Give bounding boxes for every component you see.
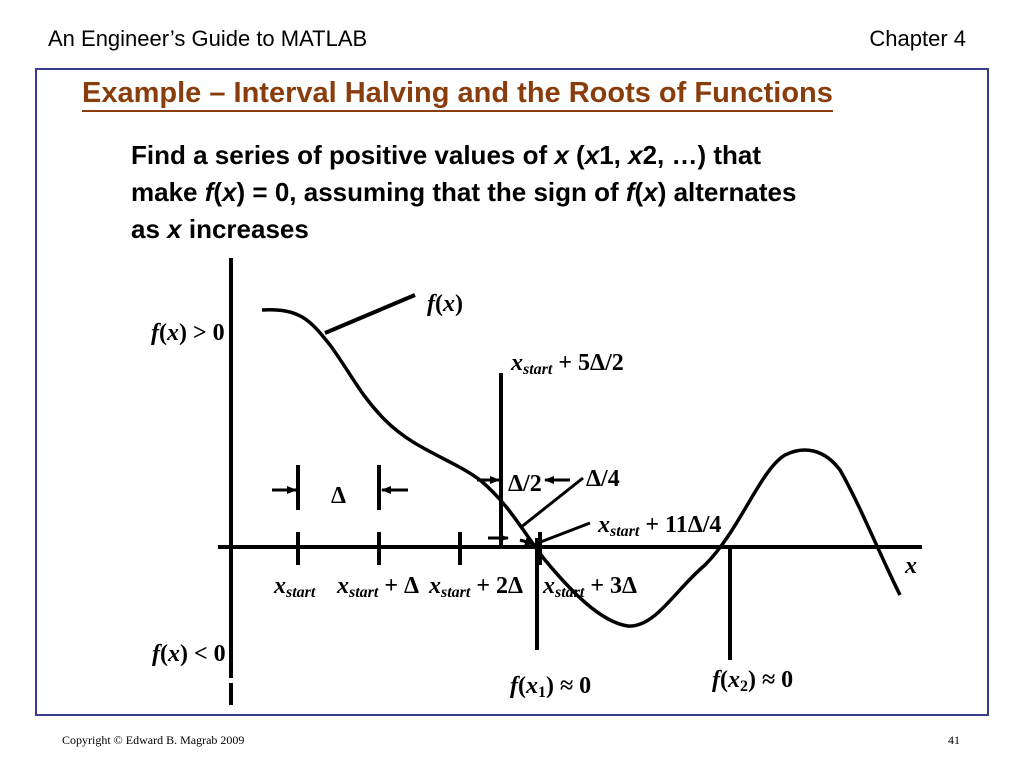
curve-label: f(x) — [427, 291, 463, 317]
header-chapter: Chapter 4 — [869, 26, 966, 51]
eleven-quarter-delta-pointer — [538, 523, 590, 543]
header-book-title: An Engineer’s Guide to MATLAB — [48, 26, 368, 51]
tick-label-xstart-plus-5-half-delta: xstart + 5Δ/2 — [511, 350, 624, 378]
curve-label-pointer — [325, 295, 415, 333]
tick-label-xstart-plus-3delta: xstart + 3Δ — [543, 573, 638, 601]
delta-label: Δ — [331, 483, 347, 509]
quarter-delta-label: Δ/4 — [586, 466, 620, 492]
tick-label-xstart-plus-delta: xstart + Δ — [337, 573, 420, 601]
half-delta-label: Δ/2 — [508, 471, 542, 497]
negative-region-label: f(x) < 0 — [152, 641, 226, 667]
root1-label: f(x1) ≈ 0 — [510, 673, 592, 701]
x-axis-label: x — [905, 553, 917, 579]
footer-copyright: Copyright © Edward B. Magrab 2009 — [62, 733, 245, 747]
slide-title: Example – Interval Halving and the Roots of Functions — [82, 77, 833, 112]
statement-line-2: make f(x) = 0, assuming that the sign of f(x) alternates — [131, 177, 797, 207]
statement-line-1: Find a series of positive values of x (x1, x2, …) that — [131, 140, 762, 170]
footer-page-number: 41 — [948, 733, 960, 747]
tick-label-xstart: xstart — [274, 573, 316, 601]
statement-line-3: as x increases — [131, 214, 309, 244]
tick-label-xstart-plus-2delta: xstart + 2Δ — [429, 573, 524, 601]
tick-label-xstart-plus-11-quarter-delta: xstart + 11Δ/4 — [598, 512, 722, 540]
positive-region-label: f(x) > 0 — [151, 320, 225, 346]
root2-label: f(x2) ≈ 0 — [712, 667, 794, 695]
